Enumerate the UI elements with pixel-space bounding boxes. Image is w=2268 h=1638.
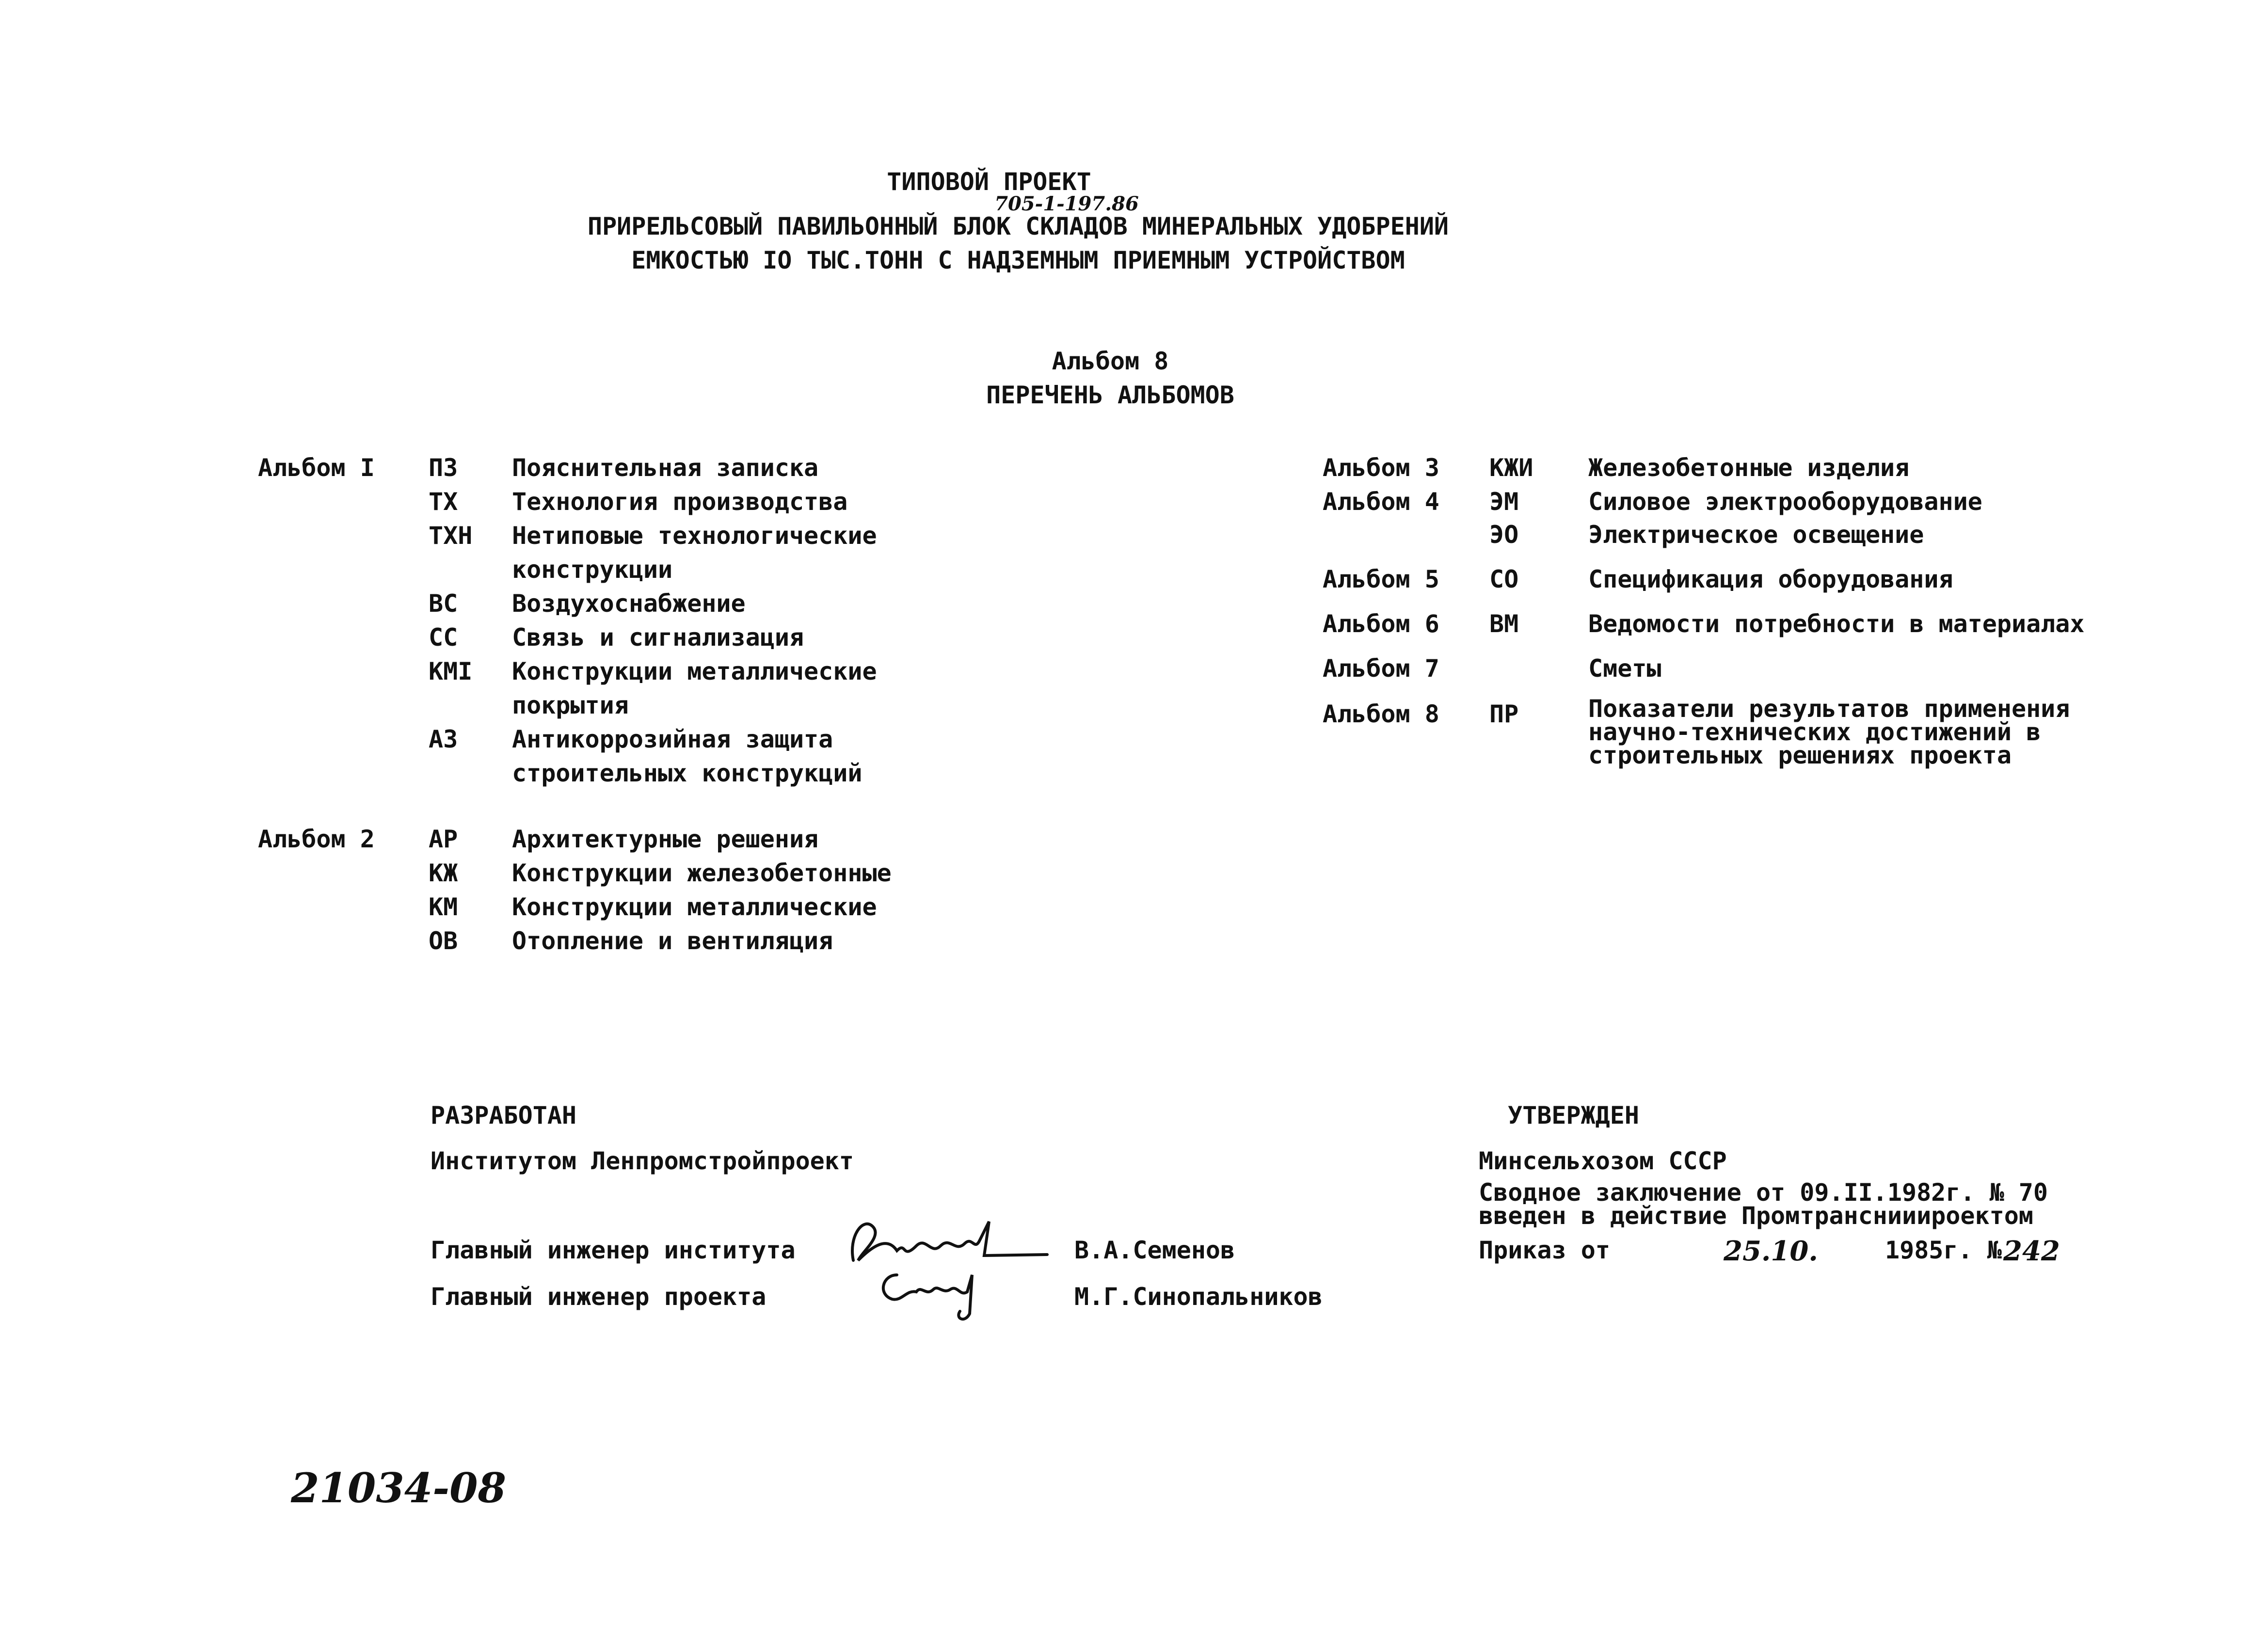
project-number: 705-1-197.86 xyxy=(994,192,1139,215)
album-label: Альбом 5 xyxy=(1323,565,1439,593)
album-label: Альбом 6 xyxy=(1323,610,1439,638)
section-title: Архитектурные решения xyxy=(512,825,819,853)
section-code: КЖ xyxy=(429,859,458,887)
section-title: Показатели результатов применения xyxy=(1588,695,2070,723)
section-title: Нетиповые технологические xyxy=(512,522,877,550)
section-title: Железобетонные изделия xyxy=(1588,454,1910,482)
section-title: покрытия xyxy=(512,691,629,719)
album-label: Альбом 7 xyxy=(1323,654,1439,683)
approved-line-2: введен в действие Промтранснииироектом xyxy=(1479,1202,2033,1230)
section-code: АЗ xyxy=(429,725,458,753)
inventory-number: 21034-08 xyxy=(291,1464,506,1512)
section-title: Ведомости потребности в материалах xyxy=(1588,610,2085,638)
approved-org: Минсельхозом СССР xyxy=(1479,1147,1727,1175)
section-title: Электрическое освещение xyxy=(1588,521,1924,549)
section-code: ЭМ xyxy=(1489,488,1519,516)
section-title: конструкции xyxy=(512,556,673,584)
section-title: Сметы xyxy=(1588,654,1661,683)
approved-heading: УТВЕРЖДЕН xyxy=(1508,1101,1639,1129)
chief-engineer-project-name: М.Г.Синопальников xyxy=(1074,1283,1323,1311)
album-title: Альбом 8 xyxy=(1052,347,1169,375)
section-code: ОВ xyxy=(429,927,458,955)
section-code: СС xyxy=(429,623,458,652)
album-label: Альбом I xyxy=(258,454,375,482)
section-title: Пояснительная записка xyxy=(512,454,819,482)
project-type: ТИПОВОЙ ПРОЕКТ xyxy=(887,168,1091,196)
title-line-2: ЕМКОСТЬЮ IO ТЫС.ТОНН С НАДЗЕМНЫМ ПРИЕМНЫМ УСТРОЙСТВОМ xyxy=(631,246,1405,274)
section-title: Конструкции металлические xyxy=(512,657,877,685)
title-line-1: ПРИРЕЛЬСОВЫЙ ПАВИЛЬОННЫЙ БЛОК СКЛАДОВ МИНЕРАЛЬНЫХ УДОБРЕНИЙ xyxy=(587,212,1449,240)
album-label: Альбом 3 xyxy=(1323,454,1439,482)
order-label: Приказ от xyxy=(1479,1236,1610,1264)
section-title: Конструкции железобетонные xyxy=(512,859,892,887)
section-code: СО xyxy=(1489,565,1519,593)
section-code: КЖИ xyxy=(1489,454,1533,482)
section-title: Конструкции металлические xyxy=(512,893,877,921)
signature-sinopalnikov xyxy=(873,1256,999,1328)
section-code: ТХ xyxy=(429,488,458,516)
section-title: Антикоррозийная защита xyxy=(512,725,833,753)
developed-org: Институтом Ленпромстройпроект xyxy=(431,1147,854,1175)
section-title: строительных решениях проекта xyxy=(1588,741,2012,769)
section-code: АР xyxy=(429,825,458,853)
list-title: ПЕРЕЧЕНЬ АЛЬБОМОВ xyxy=(986,381,1234,409)
approved-line-1: Сводное заключение от 09.II.1982г. № 70 xyxy=(1479,1178,2048,1207)
section-title: Спецификация оборудования xyxy=(1588,565,1953,593)
section-title: Отопление и вентиляция xyxy=(512,927,833,955)
order-year: 1985г. № xyxy=(1885,1236,2002,1264)
chief-engineer-project-role: Главный инженер проекта xyxy=(431,1283,767,1311)
section-title: строительных конструкций xyxy=(512,759,862,787)
section-title: научно-технических достижений в xyxy=(1588,718,2041,746)
section-title: Воздухоснабжение xyxy=(512,589,746,618)
album-label: Альбом 4 xyxy=(1323,488,1439,516)
section-code: ВМ xyxy=(1489,610,1519,638)
section-code: ТХН xyxy=(429,522,473,550)
section-title: Связь и сигнализация xyxy=(512,623,804,652)
chief-engineer-institute-name: В.А.Семенов xyxy=(1074,1236,1235,1264)
order-date: 25.10. xyxy=(1724,1235,1818,1267)
section-code: ПР xyxy=(1489,700,1519,728)
chief-engineer-institute-role: Главный инженер института xyxy=(431,1236,796,1264)
section-title: Технология производства xyxy=(512,488,848,516)
album-label: Альбом 2 xyxy=(258,825,375,853)
developed-heading: РАЗРАБОТАН xyxy=(431,1101,577,1129)
section-code: КМI xyxy=(429,657,473,685)
section-code: ЭО xyxy=(1489,521,1519,549)
section-code: ПЗ xyxy=(429,454,458,482)
section-title: Силовое электрооборудование xyxy=(1588,488,1982,516)
section-code: ВС xyxy=(429,589,458,618)
order-number: 242 xyxy=(2003,1235,2060,1267)
section-code: КМ xyxy=(429,893,458,921)
album-label: Альбом 8 xyxy=(1323,700,1439,728)
